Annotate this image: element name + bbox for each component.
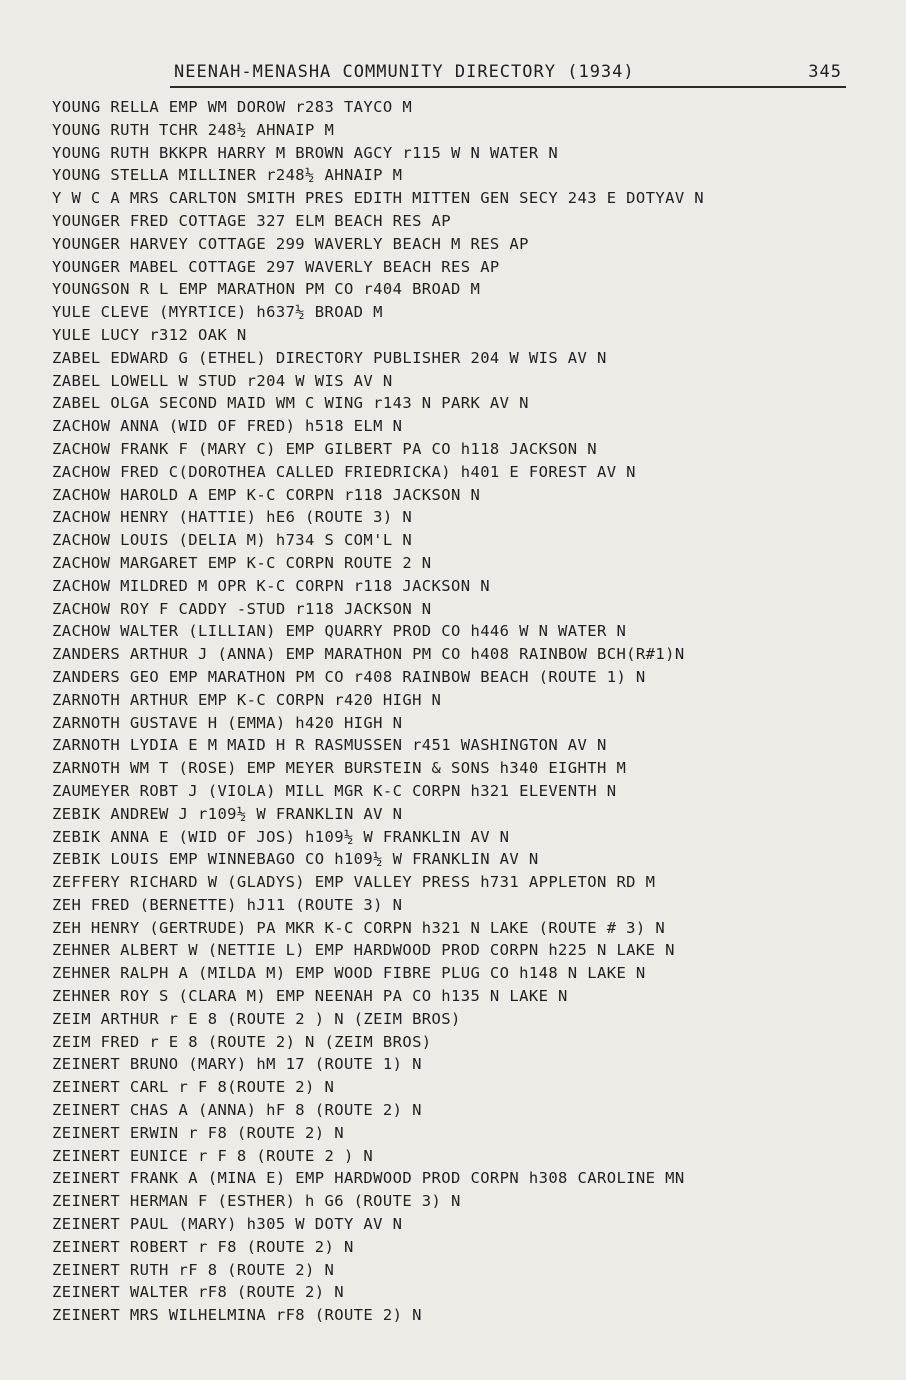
directory-entry: ZEINERT WALTER rF8 (ROUTE 2) N [52,1283,344,1302]
directory-entry: ZEHNER RALPH A (MILDA M) EMP WOOD FIBRE PLUG CO h148 N LAKE N [52,964,646,983]
directory-entry: ZACHOW ANNA (WID OF FRED) h518 ELM N [52,417,403,436]
page-number: 345 [808,62,842,82]
directory-entry: ZEH FRED (BERNETTE) hJ11 (ROUTE 3) N [52,895,403,914]
directory-entry: ZEBIK LOUIS EMP WINNEBAGO CO h109½ W FRANKLIN AV N [52,850,539,869]
directory-entry: ZEINERT BRUNO (MARY) hM 17 (ROUTE 1) N [52,1055,422,1074]
directory-entry: ZEINERT FRANK A (MINA E) EMP HARDWOOD PROD CORPN h308 CAROLINE MN [52,1169,685,1188]
directory-entry: Y W C A MRS CARLTON SMITH PRES EDITH MITTEN GEN SECY 243 E DOTYAV N [52,189,705,208]
directory-entry: ZEINERT CARL r F 8(ROUTE 2) N [52,1078,335,1097]
directory-entry: ZABEL EDWARD G (ETHEL) DIRECTORY PUBLISHER 204 W WIS AV N [52,348,607,367]
directory-entry: YOUNG RUTH BKKPR HARRY M BROWN AGCY r115 W N WATER N [52,143,559,162]
directory-entry: ZEINERT CHAS A (ANNA) hF 8 (ROUTE 2) N [52,1101,422,1120]
directory-entry: YOUNG STELLA MILLINER r248½ AHNAIP M [52,166,403,185]
directory-entry: YOUNGER MABEL COTTAGE 297 WAVERLY BEACH RES AP [52,257,500,276]
directory-entry: ZEINERT MRS WILHELMINA rF8 (ROUTE 2) N [52,1306,422,1325]
directory-entry: ZACHOW HENRY (HATTIE) hE6 (ROUTE 3) N [52,508,413,527]
directory-entry: YOUNGER FRED COTTAGE 327 ELM BEACH RES AP [52,211,452,230]
directory-entries [52,96,892,1327]
directory-entry: ZEIM FRED r E 8 (ROUTE 2) N (ZEIM BROS) [52,1032,432,1051]
directory-entry: YOUNGSON R L EMP MARATHON PM CO r404 BROAD M [52,280,481,299]
directory-entry: ZEINERT ROBERT r F8 (ROUTE 2) N [52,1237,354,1256]
directory-entry: ZABEL LOWELL W STUD r204 W WIS AV N [52,371,393,390]
directory-entry: ZACHOW HAROLD A EMP K-C CORPN r118 JACKSON N [52,485,481,504]
directory-entry: ZEHNER ALBERT W (NETTIE L) EMP HARDWOOD PROD CORPN h225 N LAKE N [52,941,675,960]
directory-entry: ZACHOW LOUIS (DELIA M) h734 S COM'L N [52,531,413,550]
directory-entry: ZEH HENRY (GERTRUDE) PA MKR K-C CORPN h321 N LAKE (ROUTE # 3) N [52,918,666,937]
directory-entry: ZARNOTH GUSTAVE H (EMMA) h420 HIGH N [52,713,403,732]
directory-entry: ZEIM ARTHUR r E 8 (ROUTE 2 ) N (ZEIM BROS) [52,1009,461,1028]
page-title: NEENAH-MENASHA COMMUNITY DIRECTORY (1934) [174,62,635,82]
directory-entry: YOUNG RUTH TCHR 248½ AHNAIP M [52,120,335,139]
directory-entry: ZEBIK ANDREW J r109½ W FRANKLIN AV N [52,804,403,823]
directory-entry: ZACHOW MILDRED M OPR K-C CORPN r118 JACKSON N [52,576,490,595]
directory-entry: ZARNOTH ARTHUR EMP K-C CORPN r420 HIGH N [52,690,442,709]
page-header [170,60,846,88]
directory-entry: ZEINERT ERWIN r F8 (ROUTE 2) N [52,1123,344,1142]
directory-entry: YULE CLEVE (MYRTICE) h637½ BROAD M [52,303,383,322]
directory-entry: YOUNGER HARVEY COTTAGE 299 WAVERLY BEACH M RES AP [52,234,529,253]
directory-entry: ZACHOW FRED C(DOROTHEA CALLED FRIEDRICKA) h401 E FOREST AV N [52,462,636,481]
directory-entry: ZEBIK ANNA E (WID OF JOS) h109½ W FRANKLIN AV N [52,827,510,846]
directory-entry: ZANDERS ARTHUR J (ANNA) EMP MARATHON PM CO h408 RAINBOW BCH(R#1)N [52,645,685,664]
directory-entry: ZEHNER ROY S (CLARA M) EMP NEENAH PA CO h135 N LAKE N [52,987,568,1006]
directory-entry: ZABEL OLGA SECOND MAID WM C WING r143 N PARK AV N [52,394,529,413]
directory-entry: ZAUMEYER ROBT J (VIOLA) MILL MGR K-C CORPN h321 ELEVENTH N [52,781,617,800]
directory-entry: ZACHOW MARGARET EMP K-C CORPN ROUTE 2 N [52,553,432,572]
directory-entry: YULE LUCY r312 OAK N [52,325,247,344]
directory-entry: ZEINERT HERMAN F (ESTHER) h G6 (ROUTE 3) N [52,1192,461,1211]
directory-entry: ZACHOW WALTER (LILLIAN) EMP QUARRY PROD CO h446 W N WATER N [52,622,627,641]
directory-entry: ZEINERT RUTH rF 8 (ROUTE 2) N [52,1260,335,1279]
directory-entry: ZACHOW FRANK F (MARY C) EMP GILBERT PA CO h118 JACKSON N [52,439,597,458]
directory-entry: ZEFFERY RICHARD W (GLADYS) EMP VALLEY PRESS h731 APPLETON RD M [52,873,656,892]
directory-entry: ZACHOW ROY F CADDY -STUD r118 JACKSON N [52,599,432,618]
directory-entry: ZEINERT EUNICE r F 8 (ROUTE 2 ) N [52,1146,374,1165]
directory-entry: ZARNOTH WM T (ROSE) EMP MEYER BURSTEIN & SONS h340 EIGHTH M [52,759,627,778]
directory-entry: ZEINERT PAUL (MARY) h305 W DOTY AV N [52,1215,403,1234]
directory-entry: YOUNG RELLA EMP WM DOROW r283 TAYCO M [52,98,413,116]
directory-entry: ZARNOTH LYDIA E M MAID H R RASMUSSEN r451 WASHINGTON AV N [52,736,607,755]
directory-entry: ZANDERS GEO EMP MARATHON PM CO r408 RAINBOW BEACH (ROUTE 1) N [52,667,646,686]
